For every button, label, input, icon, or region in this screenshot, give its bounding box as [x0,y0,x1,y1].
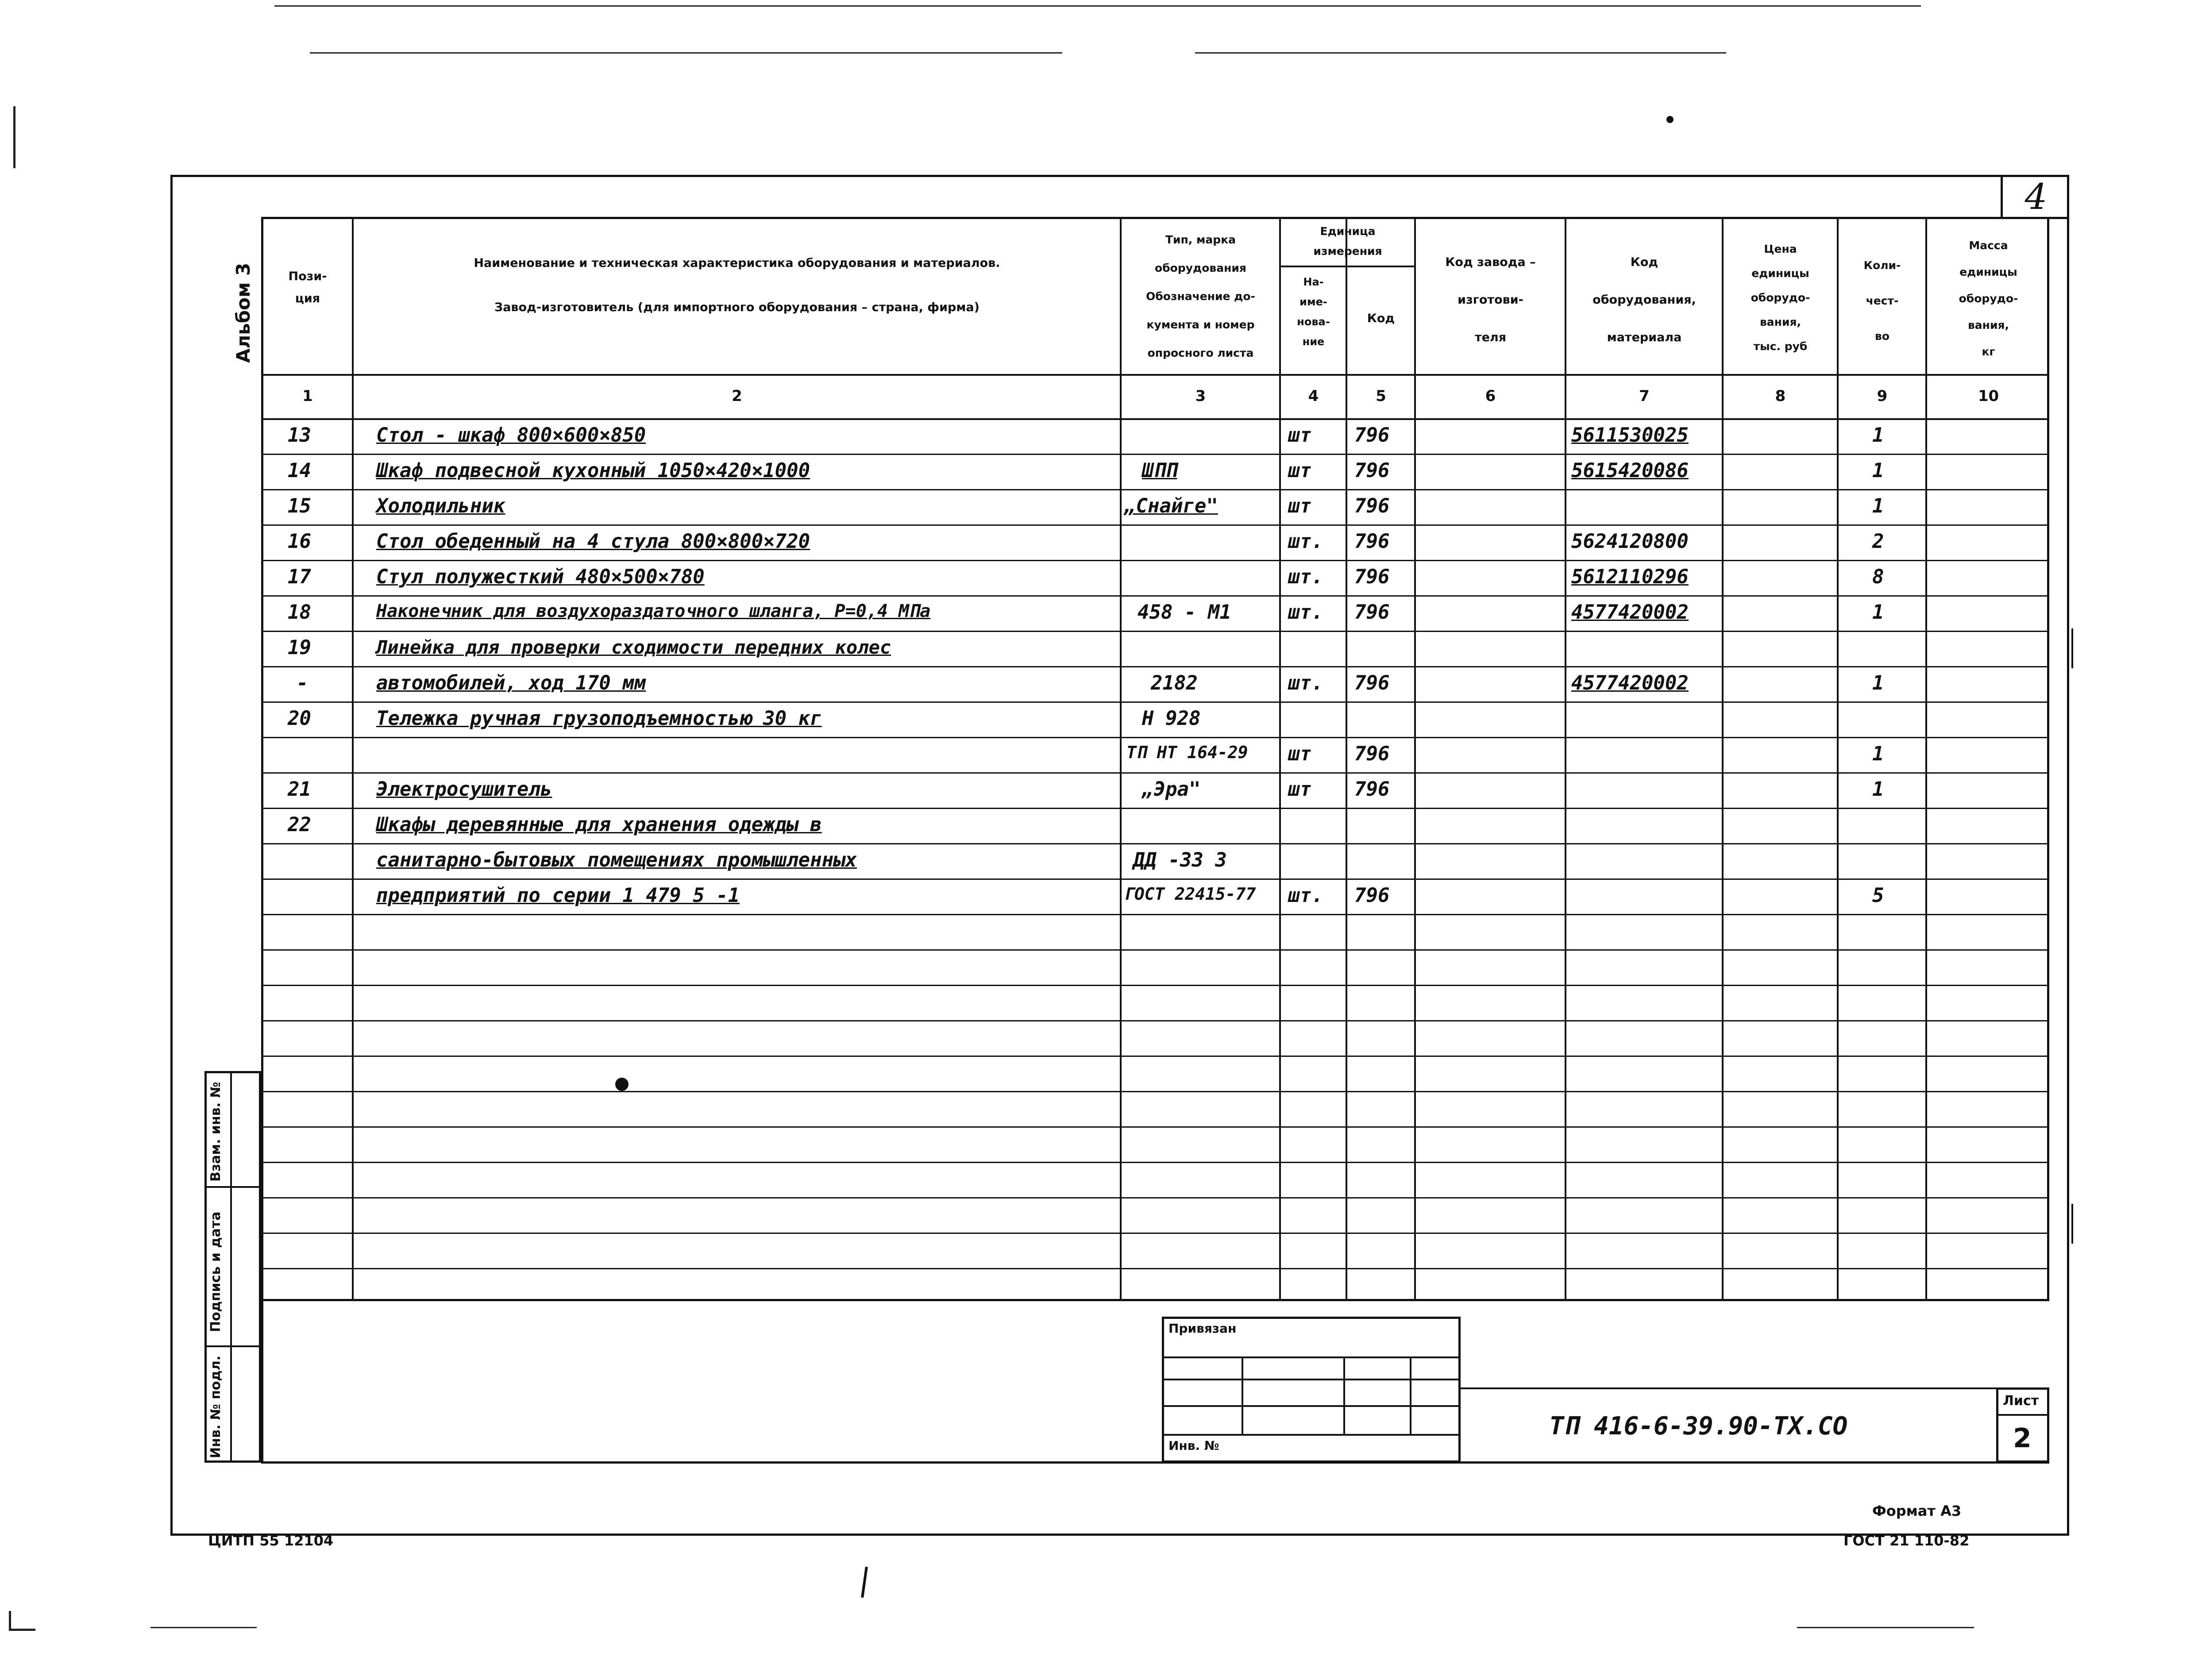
row-type: ШПП [1142,459,1177,482]
header-name: Наименование и техническая характеристика оборудования и материалов. [474,256,1000,270]
header-type: Тип, марка оборудования Обозначение до- кумента и номер опросного листа [1146,233,1255,359]
row-code: 796 [1354,459,1390,482]
sheet-label: Лист [2003,1393,2039,1409]
row-equip-code: 4577420002 [1571,601,1689,624]
col-num-8: 8 [1775,387,1786,405]
album-label: Альбом 3 [232,262,254,363]
header-mass: Масса единицы оборудо- вания, кг [1959,239,2018,358]
row-pos: 16 [288,530,311,553]
row-unit: шт [1288,743,1311,765]
row-qty: 1 [1872,495,1884,517]
lower-left-rule [261,1299,263,1463]
row-pos: 17 [288,566,311,588]
row-qty: 1 [1872,424,1884,447]
row-qty: 1 [1872,743,1884,765]
scan-line-bottom-2 [1797,1627,1974,1628]
row-type: „Эра" [1142,778,1201,801]
row-name: предприятий по серии 1 479 5 -1 [376,884,740,907]
row-pos: 21 [288,778,311,801]
scan-mark-right [2071,628,2073,668]
col-num-6: 6 [1485,387,1496,405]
row-code: 796 [1354,743,1390,765]
row-code: 796 [1354,672,1390,694]
row-type: ГОСТ 22415-77 [1124,884,1256,904]
gost-label: ГОСТ 21 110-82 [1843,1532,1970,1549]
row-unit: шт [1288,778,1311,801]
row-unit: шт [1288,495,1311,517]
row-equip-code: 5612110296 [1571,566,1689,588]
header-position: Пози- ция [288,270,327,305]
row-type: 2182 [1151,672,1198,694]
row-name: Линейка для проверки сходимости передних колес [376,636,891,658]
header-plant-code: Код завода – изготови- теля [1445,255,1536,344]
row-unit: шт. [1288,530,1323,553]
row-name: Шкаф подвесной кухонный 1050×420×1000 [376,459,810,482]
row-name: Наконечник для воздухораздаточного шланга, Р=0,4 МПа [376,601,931,621]
row-name: Электросушитель [376,778,552,801]
col-num-2: 2 [732,387,742,405]
row-pos: 22 [288,813,311,836]
lower-bottom-rule [261,1461,2049,1464]
scan-dot [1666,116,1674,123]
row-pos: 15 [288,495,311,517]
row-code: 796 [1354,566,1390,588]
scan-line-top [274,5,1921,7]
row-name: Тележка ручная грузоподъемностью 30 кг [376,707,822,730]
row-unit: шт. [1288,566,1323,588]
row-code: 796 [1354,530,1390,553]
scan-mark-left-bottom [9,1611,11,1629]
row-pos: 18 [288,601,311,624]
row-qty: 1 [1872,778,1884,801]
scan-line-bottom [150,1627,257,1628]
row-unit: шт. [1288,672,1323,694]
row-qty: 8 [1872,566,1884,588]
inv-no-label: Инв. № [1168,1438,1219,1453]
scan-line-top-2 [310,52,1062,54]
side-signature-date: Подпись и дата [208,1211,224,1332]
table-bottom-rule [261,1299,2049,1301]
header-name-sub: Завод-изготовитель (для импортного оборудования – страна, фирма) [494,301,979,314]
privyazan-label: Привязан [1168,1321,1237,1336]
row-name: Стол - шкаф 800×600×850 [376,424,646,447]
col-num-5: 5 [1376,387,1386,405]
document-code: ТП 416-6-39.90-ТХ.СО [1549,1412,1848,1441]
col-num-4: 4 [1308,387,1319,405]
row-equip-code: 4577420002 [1571,672,1689,694]
row-unit: шт [1288,424,1311,447]
row-type: ДД -33 3 [1133,849,1227,871]
row-code: 796 [1354,778,1390,801]
row-equip-code: 5615420086 [1571,459,1689,482]
row-qty: 1 [1872,672,1884,694]
header-unit-name: На- име- нова- ние [1297,276,1330,348]
row-qty: 2 [1872,530,1884,553]
header-unit-group: Единица измерения [1313,225,1382,258]
row-qty: 5 [1872,884,1884,907]
row-pos: 13 [288,424,311,447]
row-pos: 20 [288,707,311,730]
row-code: 796 [1354,424,1390,447]
row-name: Стол обеденный на 4 стула 800×800×720 [376,530,810,553]
col-num-1: 1 [302,387,313,405]
row-type: „Снайге" [1124,495,1218,517]
header-equipment-code: Код оборудования, материала [1593,255,1696,344]
header-unit-code: Код [1367,312,1395,325]
row-name: Стул полужесткий 480×500×780 [376,566,705,588]
header-quantity: Коли- чест- во [1863,259,1901,343]
header-price: Цена единицы оборудо- вания, тыс. руб [1751,243,1810,353]
row-name: автомобилей, ход 170 мм [376,672,646,694]
side-inv-no-sub: Инв. № подл. [208,1355,224,1458]
row-type: 458 - М1 [1138,601,1231,624]
row-type: ТП НТ 164-29 [1126,743,1248,762]
row-equip-code: 5611530025 [1571,424,1689,447]
row-unit: шт. [1288,601,1323,624]
sheet-number: 2 [2013,1423,2032,1454]
page-number: 4 [2024,176,2048,217]
col-num-9: 9 [1877,387,1888,405]
col-num-3: 3 [1195,387,1206,405]
row-pos: 19 [288,636,311,659]
equipment-table [261,217,2049,1301]
scan-line-top-3 [1195,52,1726,54]
row-unit: шт. [1288,884,1323,907]
scan-mark-bottom [861,1567,868,1598]
cipt-label: ЦИТП 55 12104 [208,1532,334,1549]
scan-mark-left-bottom-h [9,1629,35,1631]
row-qty: 1 [1872,459,1884,482]
row-pos: 14 [288,459,311,482]
scan-mark-left [13,106,15,168]
row-qty: 1 [1872,601,1884,624]
format-label: Формат А3 [1872,1503,1962,1519]
row-code: 796 [1354,601,1390,624]
row-code: 796 [1354,884,1390,907]
row-code: 796 [1354,495,1390,517]
row-name: Холодильник [376,495,505,517]
row-unit: шт [1288,459,1311,482]
scan-dot [615,1078,629,1091]
row-name: санитарно-бытовых помещениях промышленных [376,849,857,871]
scan-mark-right-2 [2071,1204,2073,1244]
col-num-7: 7 [1639,387,1650,405]
row-name: Шкафы деревянные для хранения одежды в [376,813,822,836]
row-pos: - [297,672,308,694]
row-equip-code: 5624120800 [1571,530,1689,553]
col-num-10: 10 [1978,387,1999,405]
side-vzam-inv: Взам. инв. № [208,1082,224,1182]
row-type: Н 928 [1142,707,1201,730]
